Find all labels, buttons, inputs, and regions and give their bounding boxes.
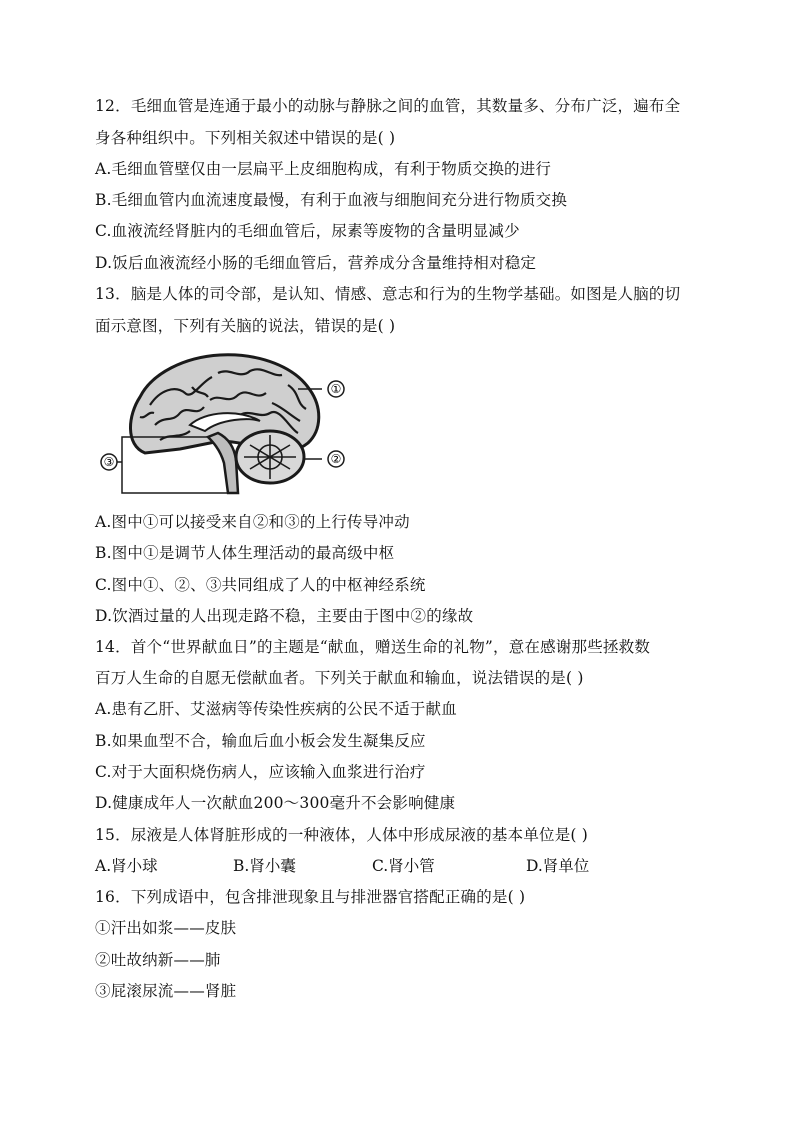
q12-stem-line1: 12．毛细血管是连通于最小的动脉与静脉之间的血管，其数量多、分布广泛，遍布全: [95, 97, 681, 115]
label-2: ②: [330, 452, 342, 466]
label-1: ①: [330, 382, 342, 396]
q15-option-b: B.肾小囊: [233, 857, 296, 875]
q14-option-a: A.患有乙肝、艾滋病等传染性疾病的公民不适于献血: [95, 700, 457, 718]
q14-stem-line1: 14．首个“世界献血日”的主题是“献血，赠送生命的礼物”，意在感谢那些拯救数: [95, 638, 651, 656]
q14-option-b: B.如果血型不合，输血后血小板会发生凝集反应: [95, 732, 426, 750]
q16-item-2: ②吐故纳新——肺: [95, 951, 221, 969]
q15-option-c: C.肾小管: [372, 857, 435, 875]
q14-option-d: D.健康成年人一次献血200～300毫升不会影响健康: [95, 794, 456, 812]
q13-option-d: D.饮酒过量的人出现走路不稳，主要由于图中②的缘故: [95, 607, 474, 625]
q12-stem-line2: 身各种组织中。下列相关叙述中错误的是( ): [95, 129, 396, 147]
label-3: ③: [103, 455, 115, 469]
q14-stem-line2: 百万人生命的自愿无偿献血者。下列关于献血和输血，说法错误的是( ): [95, 669, 584, 687]
q12-option-b: B.毛细血管内血流速度最慢，有利于血液与细胞间充分进行物质交换: [95, 191, 568, 209]
q12-option-a: A.毛细血管壁仅由一层扁平上皮细胞构成，有利于物质交换的进行: [95, 160, 552, 178]
q15-options-row: [95, 856, 695, 876]
brain-diagram: [100, 345, 360, 500]
q13-stem-line1: 13．脑是人体的司令部，是认知、情感、意志和行为的生物学基础。如图是人脑的切: [95, 285, 681, 303]
q16-stem: 16．下列成语中，包含排泄现象且与排泄器官搭配正确的是( ): [95, 888, 526, 906]
q12-option-c: C.血液流经肾脏内的毛细血管后，尿素等废物的含量明显减少: [95, 222, 520, 240]
q13-option-b: B.图中①是调节人体生理活动的最高级中枢: [95, 544, 395, 562]
brain-section-figure: [100, 345, 360, 500]
q14-option-c: C.对于大面积烧伤病人，应该输入血浆进行治疗: [95, 763, 426, 781]
q15-option-a: A.肾小球: [95, 857, 158, 875]
q15-stem: 15．尿液是人体肾脏形成的一种液体，人体中形成尿液的基本单位是( ): [95, 826, 589, 844]
q13-option-c: C.图中①、②、③共同组成了人的中枢神经系统: [95, 576, 426, 594]
q16-item-1: ①汗出如浆——皮肤: [95, 919, 237, 937]
q13-option-a: A.图中①可以接受来自②和③的上行传导冲动: [95, 513, 410, 531]
q15-option-d: D.肾单位: [526, 857, 590, 875]
q12-option-d: D.饭后血液流经小肠的毛细血管后，营养成分含量维持相对稳定: [95, 254, 537, 272]
q13-stem-line2: 面示意图，下列有关脑的说法，错误的是( ): [95, 317, 396, 335]
q16-item-3: ③屁滚尿流——肾脏: [95, 982, 237, 1000]
